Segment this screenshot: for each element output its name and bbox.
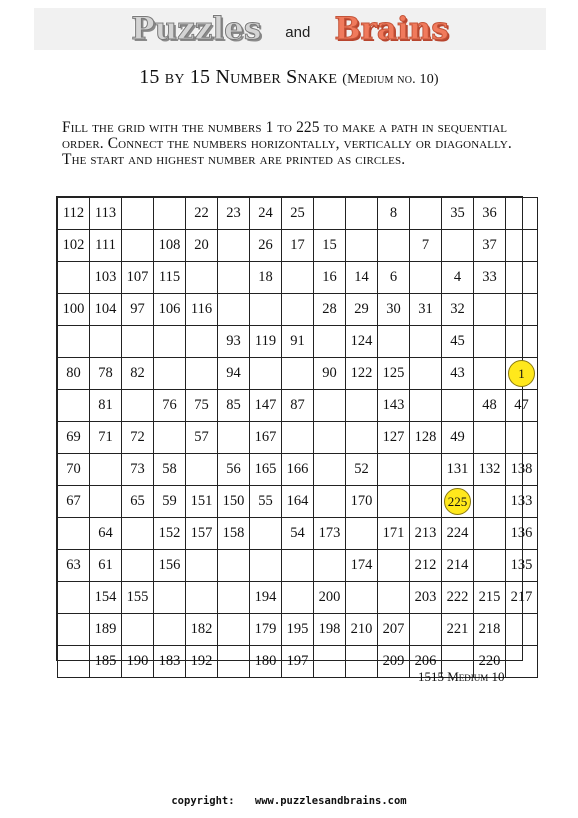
grid-cell[interactable]: 29 — [346, 294, 378, 326]
grid-cell[interactable] — [186, 550, 218, 582]
grid-cell[interactable] — [186, 262, 218, 294]
grid-cell[interactable] — [474, 486, 506, 518]
grid-cell[interactable]: 167 — [250, 422, 282, 454]
grid-cell[interactable]: 61 — [90, 550, 122, 582]
grid-cell[interactable]: 111 — [90, 230, 122, 262]
grid-cell[interactable]: 124 — [346, 326, 378, 358]
instructions-line: The start and highest number are printed as circles. — [62, 151, 406, 168]
copyright-label: copyright: — [171, 795, 235, 807]
grid-cell[interactable] — [378, 486, 410, 518]
grid-cell[interactable]: 203 — [410, 582, 442, 614]
grid-cell[interactable]: 155 — [122, 582, 154, 614]
grid-cell[interactable]: 32 — [442, 294, 474, 326]
grid-cell[interactable]: 206 — [410, 646, 442, 678]
grid-cell[interactable] — [154, 422, 186, 454]
grid-cell[interactable] — [186, 326, 218, 358]
grid-cell[interactable] — [506, 422, 538, 454]
logo-and-word: and — [285, 23, 311, 41]
grid-cell[interactable]: 6 — [378, 262, 410, 294]
grid-cell[interactable]: 138 — [506, 454, 538, 486]
grid-cell[interactable]: 224 — [442, 518, 474, 550]
grid-cell[interactable] — [506, 294, 538, 326]
grid-row — [58, 230, 538, 262]
grid-cell[interactable]: 18 — [250, 262, 282, 294]
grid-cell[interactable] — [282, 550, 314, 582]
grid-cell[interactable]: 104 — [90, 294, 122, 326]
grid-cell[interactable] — [346, 646, 378, 678]
grid-cell[interactable]: 36 — [474, 198, 506, 230]
grid-cell[interactable] — [410, 390, 442, 422]
grid-cell[interactable] — [410, 326, 442, 358]
grid-cell[interactable] — [122, 518, 154, 550]
grid-cell[interactable] — [218, 582, 250, 614]
grid-cell[interactable]: 102 — [58, 230, 90, 262]
grid-cell[interactable]: 200 — [314, 582, 346, 614]
grid-cell[interactable] — [474, 550, 506, 582]
grid-cell[interactable]: 108 — [154, 230, 186, 262]
grid-cell[interactable] — [58, 262, 90, 294]
grid-cell[interactable] — [314, 422, 346, 454]
grid-cell[interactable]: 182 — [186, 614, 218, 646]
grid-cell[interactable] — [122, 230, 154, 262]
grid-cell[interactable]: 35 — [442, 198, 474, 230]
grid-cell[interactable] — [154, 614, 186, 646]
grid-row — [58, 550, 538, 582]
grid-cell[interactable] — [378, 582, 410, 614]
instructions-line: order. Connect the numbers horizontally, vertically or diagonally. — [62, 135, 512, 152]
grid-cell[interactable]: 81 — [90, 390, 122, 422]
grid-cell[interactable] — [58, 390, 90, 422]
grid-cell[interactable]: 20 — [186, 230, 218, 262]
website-link[interactable]: www.puzzlesandbrains.com — [254, 795, 407, 807]
grid-cell[interactable] — [58, 646, 90, 678]
grid-cell[interactable]: 164 — [282, 486, 314, 518]
grid-cell[interactable] — [346, 582, 378, 614]
grid-cell[interactable]: 221 — [442, 614, 474, 646]
grid-cell[interactable]: 82 — [122, 358, 154, 390]
grid-cell[interactable] — [282, 582, 314, 614]
grid-cell[interactable]: 52 — [346, 454, 378, 486]
grid-cell[interactable]: 147 — [250, 390, 282, 422]
grid-cell[interactable] — [474, 518, 506, 550]
grid-cell[interactable]: 80 — [58, 358, 90, 390]
grid-cell[interactable] — [314, 326, 346, 358]
grid-cell[interactable] — [442, 230, 474, 262]
grid-cell[interactable]: 33 — [474, 262, 506, 294]
grid-cell[interactable] — [506, 230, 538, 262]
grid-cell[interactable] — [314, 486, 346, 518]
grid-cell[interactable]: 143 — [378, 390, 410, 422]
grid-cell[interactable] — [218, 422, 250, 454]
grid-cell[interactable]: 125 — [378, 358, 410, 390]
grid-cell[interactable]: 127 — [378, 422, 410, 454]
grid-cell[interactable]: 128 — [410, 422, 442, 454]
grid-cell[interactable]: 97 — [122, 294, 154, 326]
grid-row — [58, 390, 538, 422]
grid-cell[interactable] — [154, 358, 186, 390]
grid-cell[interactable] — [250, 550, 282, 582]
grid-cell[interactable] — [410, 198, 442, 230]
grid-cell[interactable]: 59 — [154, 486, 186, 518]
title-subtitle: (Medium no. 10) — [342, 72, 439, 87]
grid-cell[interactable] — [314, 454, 346, 486]
grid-cell[interactable] — [282, 262, 314, 294]
site-logo-banner — [34, 8, 546, 50]
grid-cell[interactable] — [314, 646, 346, 678]
grid-cell[interactable] — [122, 614, 154, 646]
grid-row — [58, 614, 538, 646]
grid-cell[interactable]: 24 — [250, 198, 282, 230]
grid-cell[interactable]: 131 — [442, 454, 474, 486]
grid-row — [58, 198, 538, 230]
grid-cell[interactable] — [314, 198, 346, 230]
grid-cell[interactable]: 217 — [506, 582, 538, 614]
grid-cell[interactable]: 209 — [378, 646, 410, 678]
grid-cell[interactable]: 198 — [314, 614, 346, 646]
grid-cell[interactable]: 156 — [154, 550, 186, 582]
grid-cell[interactable]: 37 — [474, 230, 506, 262]
grid-cell[interactable] — [442, 390, 474, 422]
grid-cell[interactable]: 30 — [378, 294, 410, 326]
grid-cell[interactable] — [90, 486, 122, 518]
grid-cell[interactable]: 85 — [218, 390, 250, 422]
grid-cell[interactable]: 151 — [186, 486, 218, 518]
grid-cell[interactable]: 122 — [346, 358, 378, 390]
instructions-line: Fill the grid with the numbers 1 to 225 to make a path in sequential — [62, 119, 508, 136]
grid-cell[interactable] — [90, 454, 122, 486]
grid-cell[interactable]: 71 — [90, 422, 122, 454]
grid-cell[interactable] — [218, 614, 250, 646]
grid-row — [58, 582, 538, 614]
grid-cell[interactable] — [410, 486, 442, 518]
grid-cell[interactable]: 150 — [218, 486, 250, 518]
grid-cell[interactable]: 45 — [442, 326, 474, 358]
grid-cell[interactable]: 103 — [90, 262, 122, 294]
grid-cell[interactable] — [122, 390, 154, 422]
grid-cell[interactable]: 197 — [282, 646, 314, 678]
grid-cell[interactable]: 222 — [442, 582, 474, 614]
grid-cell[interactable]: 170 — [346, 486, 378, 518]
grid-cell[interactable]: 113 — [90, 198, 122, 230]
grid-cell[interactable]: 58 — [154, 454, 186, 486]
grid-cell[interactable] — [506, 358, 538, 390]
grid-cell[interactable]: 136 — [506, 518, 538, 550]
logo-puzzles-word: Puzzles — [131, 11, 262, 47]
grid-cell[interactable] — [90, 326, 122, 358]
grid-cell[interactable] — [250, 358, 282, 390]
grid-cell[interactable]: 189 — [90, 614, 122, 646]
grid-cell[interactable] — [474, 358, 506, 390]
grid-cell[interactable]: 213 — [410, 518, 442, 550]
grid-cell[interactable]: 22 — [186, 198, 218, 230]
grid-cell[interactable] — [410, 454, 442, 486]
footer — [0, 795, 578, 807]
grid-cell[interactable]: 63 — [58, 550, 90, 582]
grid-cell[interactable]: 23 — [218, 198, 250, 230]
grid-cell[interactable] — [346, 230, 378, 262]
grid-cell[interactable]: 94 — [218, 358, 250, 390]
grid-cell[interactable]: 185 — [90, 646, 122, 678]
grid-cell[interactable]: 214 — [442, 550, 474, 582]
grid-cell[interactable]: 173 — [314, 518, 346, 550]
grid-cell[interactable]: 218 — [474, 614, 506, 646]
grid-cell[interactable] — [346, 198, 378, 230]
grid-cell[interactable] — [282, 422, 314, 454]
grid-cell[interactable] — [58, 518, 90, 550]
grid-cell[interactable] — [474, 326, 506, 358]
grid-table — [57, 197, 538, 678]
grid-cell[interactable] — [218, 646, 250, 678]
grid-cell[interactable] — [314, 390, 346, 422]
grid-cell[interactable]: 133 — [506, 486, 538, 518]
grid-cell[interactable]: 132 — [474, 454, 506, 486]
grid-row — [58, 454, 538, 486]
grid-cell[interactable]: 107 — [122, 262, 154, 294]
grid-cell[interactable] — [378, 230, 410, 262]
grid-cell[interactable]: 26 — [250, 230, 282, 262]
grid-cell[interactable]: 25 — [282, 198, 314, 230]
grid-cell[interactable] — [506, 262, 538, 294]
grid-cell[interactable] — [378, 454, 410, 486]
grid-cell[interactable]: 8 — [378, 198, 410, 230]
grid-cell[interactable]: 116 — [186, 294, 218, 326]
grid-row — [58, 262, 538, 294]
grid-cell[interactable]: 220 — [474, 646, 506, 678]
grid-cell[interactable] — [58, 582, 90, 614]
grid-cell[interactable] — [314, 550, 346, 582]
grid-row — [58, 518, 538, 550]
grid-cell[interactable]: 4 — [442, 262, 474, 294]
grid-cell[interactable]: 87 — [282, 390, 314, 422]
grid-cell[interactable]: 194 — [250, 582, 282, 614]
grid-cell[interactable] — [218, 262, 250, 294]
grid-cell[interactable]: 154 — [90, 582, 122, 614]
grid-cell[interactable]: 207 — [378, 614, 410, 646]
grid-cell[interactable] — [186, 582, 218, 614]
grid-cell[interactable] — [250, 518, 282, 550]
grid-cell[interactable]: 90 — [314, 358, 346, 390]
grid-cell[interactable]: 166 — [282, 454, 314, 486]
grid-cell[interactable] — [282, 294, 314, 326]
grid-cell[interactable]: 192 — [186, 646, 218, 678]
grid-cell[interactable]: 56 — [218, 454, 250, 486]
grid-cell[interactable] — [378, 550, 410, 582]
grid-cell[interactable] — [218, 550, 250, 582]
grid-cell[interactable] — [506, 326, 538, 358]
grid-cell[interactable]: 75 — [186, 390, 218, 422]
grid-cell[interactable]: 76 — [154, 390, 186, 422]
grid-cell[interactable] — [122, 198, 154, 230]
grid-cell[interactable] — [58, 326, 90, 358]
grid-cell[interactable]: 100 — [58, 294, 90, 326]
grid-row — [58, 422, 538, 454]
grid-cell[interactable]: 69 — [58, 422, 90, 454]
grid-cell[interactable]: 215 — [474, 582, 506, 614]
grid-cell[interactable] — [186, 454, 218, 486]
grid-cell[interactable]: 57 — [186, 422, 218, 454]
grid-cell[interactable]: 179 — [250, 614, 282, 646]
grid-cell[interactable]: 210 — [346, 614, 378, 646]
grid-cell[interactable]: 14 — [346, 262, 378, 294]
grid-cell[interactable]: 165 — [250, 454, 282, 486]
grid-cell[interactable] — [122, 326, 154, 358]
grid-cell[interactable]: 7 — [410, 230, 442, 262]
title-main: 15 by 15 Number Snake — [139, 66, 338, 88]
grid-row — [58, 358, 538, 390]
grid-cell[interactable]: 49 — [442, 422, 474, 454]
grid-cell[interactable] — [410, 358, 442, 390]
grid-cell[interactable]: 28 — [314, 294, 346, 326]
grid-cell[interactable] — [282, 358, 314, 390]
grid-cell[interactable]: 78 — [90, 358, 122, 390]
grid-cell[interactable]: 183 — [154, 646, 186, 678]
grid-cell[interactable]: 91 — [282, 326, 314, 358]
grid-cell[interactable]: 158 — [218, 518, 250, 550]
grid-cell[interactable]: 106 — [154, 294, 186, 326]
grid-cell[interactable]: 64 — [90, 518, 122, 550]
grid-cell[interactable]: 48 — [474, 390, 506, 422]
grid-cell[interactable] — [250, 294, 282, 326]
grid-cell[interactable] — [474, 294, 506, 326]
grid-cell[interactable] — [154, 198, 186, 230]
grid-row — [58, 326, 538, 358]
instructions — [62, 120, 552, 168]
grid-cell[interactable] — [474, 422, 506, 454]
grid-cell[interactable]: 43 — [442, 358, 474, 390]
grid-cell[interactable] — [506, 646, 538, 678]
grid-cell[interactable]: 112 — [58, 198, 90, 230]
grid-cell[interactable] — [442, 486, 474, 518]
grid-cell[interactable]: 119 — [250, 326, 282, 358]
grid-cell[interactable]: 135 — [506, 550, 538, 582]
grid-cell[interactable] — [346, 518, 378, 550]
grid-cell[interactable]: 72 — [122, 422, 154, 454]
grid-cell[interactable] — [186, 358, 218, 390]
grid-cell[interactable] — [154, 326, 186, 358]
grid-cell[interactable] — [346, 422, 378, 454]
grid-cell[interactable]: 157 — [186, 518, 218, 550]
grid-cell[interactable]: 212 — [410, 550, 442, 582]
grid-cell[interactable] — [346, 390, 378, 422]
grid-cell[interactable]: 190 — [122, 646, 154, 678]
grid-cell[interactable]: 15 — [314, 230, 346, 262]
page-title — [0, 66, 578, 89]
grid-cell[interactable] — [218, 230, 250, 262]
grid-cell[interactable]: 171 — [378, 518, 410, 550]
grid-cell[interactable]: 47 — [506, 390, 538, 422]
grid-cell[interactable]: 174 — [346, 550, 378, 582]
grid-cell[interactable] — [506, 198, 538, 230]
grid-cell[interactable] — [122, 550, 154, 582]
number-snake-grid — [56, 196, 533, 669]
grid-cell[interactable]: 152 — [154, 518, 186, 550]
grid-cell[interactable] — [410, 262, 442, 294]
grid-cell[interactable]: 93 — [218, 326, 250, 358]
puzzle-code: 1515 Medium 10 — [418, 669, 505, 684]
grid-cell[interactable] — [154, 582, 186, 614]
grid-cell[interactable] — [506, 614, 538, 646]
grid-cell[interactable]: 73 — [122, 454, 154, 486]
circled-number: 225 — [444, 488, 471, 515]
grid-cell[interactable]: 195 — [282, 614, 314, 646]
grid-row — [58, 294, 538, 326]
grid-cell[interactable]: 16 — [314, 262, 346, 294]
grid-cell[interactable]: 67 — [58, 486, 90, 518]
grid-row — [58, 486, 538, 518]
grid-cell[interactable]: 31 — [410, 294, 442, 326]
grid-cell[interactable] — [58, 614, 90, 646]
grid-cell[interactable]: 70 — [58, 454, 90, 486]
grid-cell[interactable] — [378, 326, 410, 358]
grid-cell[interactable]: 65 — [122, 486, 154, 518]
circled-number: 1 — [508, 360, 535, 387]
grid-cell[interactable]: 55 — [250, 486, 282, 518]
grid-cell[interactable]: 54 — [282, 518, 314, 550]
grid-cell[interactable] — [410, 614, 442, 646]
logo-brains-word: Brains — [334, 11, 449, 47]
grid-cell[interactable]: 115 — [154, 262, 186, 294]
grid-cell[interactable] — [218, 294, 250, 326]
grid-cell[interactable]: 180 — [250, 646, 282, 678]
grid-cell[interactable]: 17 — [282, 230, 314, 262]
